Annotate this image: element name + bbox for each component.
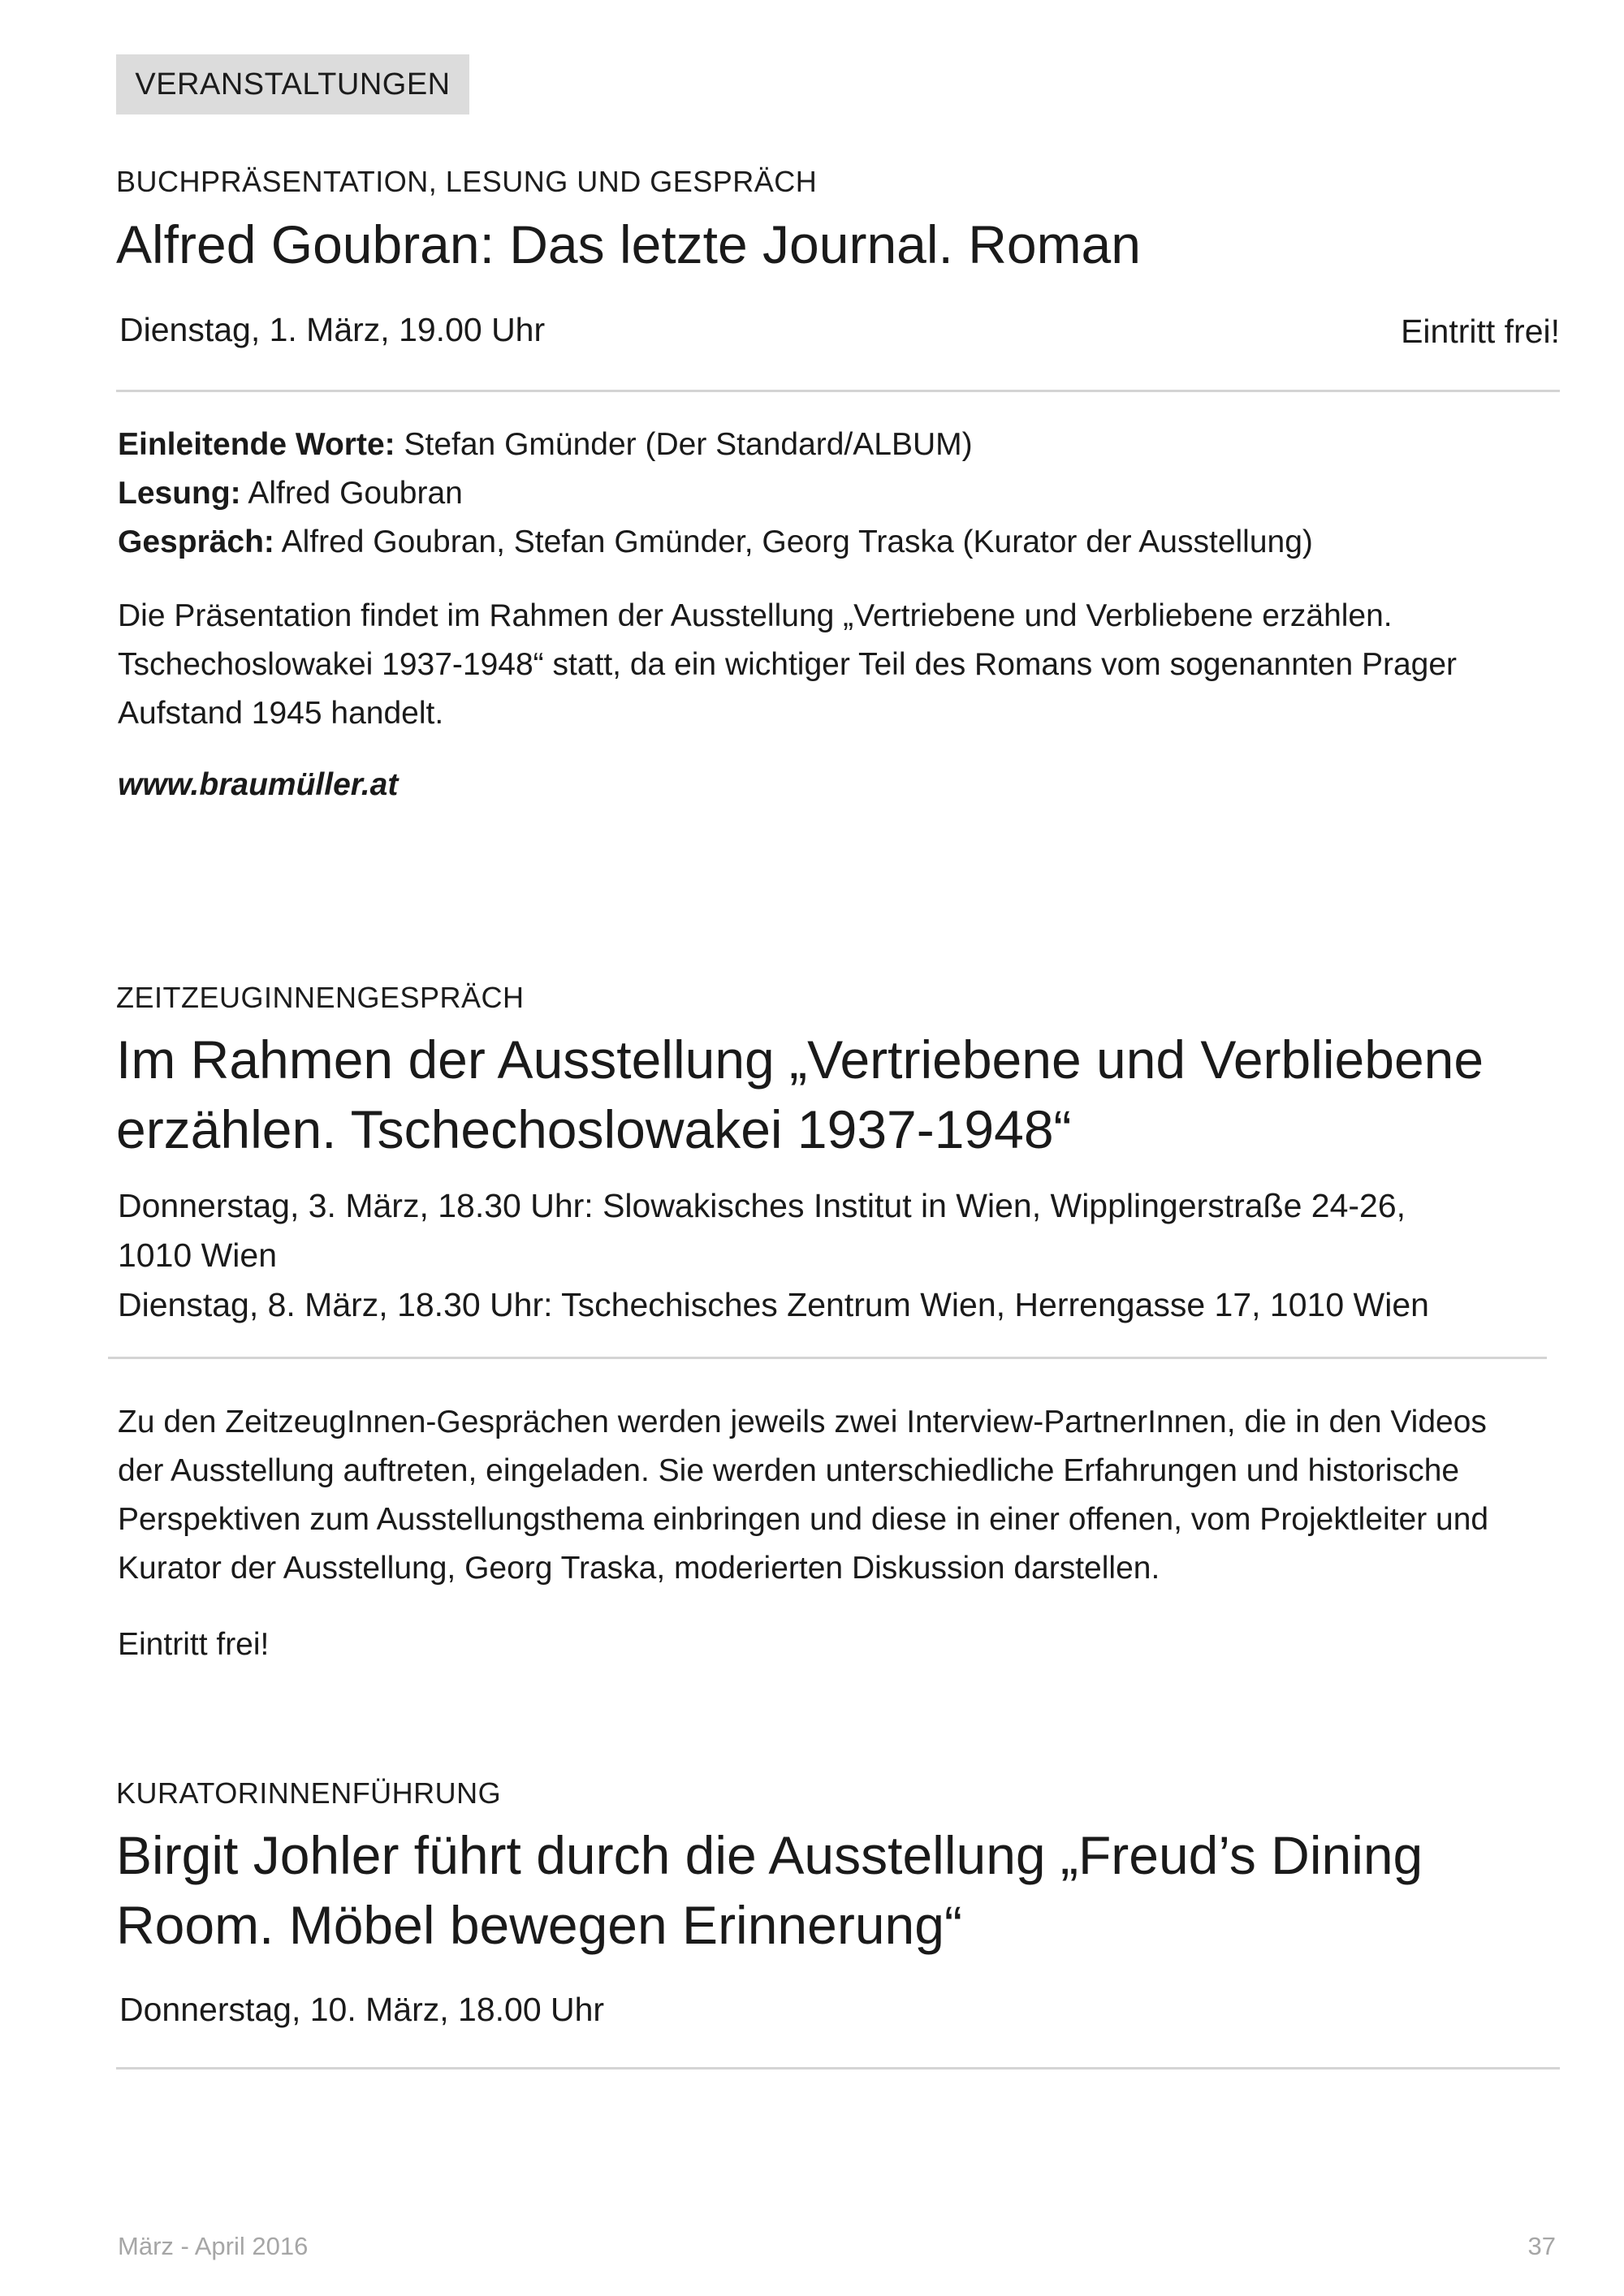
publisher-link[interactable]: www.braumüller.at — [118, 767, 399, 802]
intro-line — [118, 421, 1563, 469]
event2-date-line: 1010 Wien — [118, 1236, 278, 1274]
section-tag: VERANSTALTUNGEN — [116, 54, 469, 114]
event3-kicker: KURATORINNENFÜHRUNG — [116, 1776, 502, 1810]
event2-description-line: Zu den ZeitzeugInnen-Gesprächen werden jeweils zwei Interview-PartnerInnen, die in den Videos — [118, 1405, 1487, 1439]
event2-title-line: erzählen. Tschechoslowakei 1937-1948“ — [116, 1099, 1072, 1159]
event1-date: Dienstag, 1. März, 19.00 Uhr — [119, 311, 546, 348]
talk-label: Gespräch: — [118, 524, 274, 559]
event1-description-line: Die Präsentation findet im Rahmen der Ausstellung „Vertriebene und Verbliebene erzählen. — [118, 598, 1393, 633]
talk-line — [118, 518, 1563, 567]
event2-dates — [118, 1181, 1579, 1330]
event1-description — [118, 592, 1563, 738]
event1-divider — [116, 390, 1560, 392]
event2-description-line: Kurator der Ausstellung, Georg Traska, moderierten Diskussion darstellen. — [118, 1551, 1160, 1586]
event2-description-line: der Ausstellung auftreten, eingeladen. Sie werden unterschiedliche Erfahrungen und historische — [118, 1453, 1460, 1488]
event2-title-line: Im Rahmen der Ausstellung „Vertriebene und Verbliebene — [116, 1029, 1484, 1090]
event1-admission: Eintritt frei! — [1401, 313, 1560, 350]
intro-label: Einleitende Worte: — [118, 427, 395, 462]
event1-description-line: Tschechoslowakei 1937-1948“ statt, da ein wichtiger Teil des Romans vom sogenannten Prager — [118, 647, 1458, 682]
event2-date-line: Donnerstag, 3. März, 18.30 Uhr: Slowakisches Institut in Wien, Wipplingerstraße 24-26, — [118, 1187, 1406, 1224]
reading-label: Lesung: — [118, 476, 241, 511]
event3-divider — [116, 2067, 1560, 2069]
event2-divider — [108, 1357, 1547, 1359]
event1-credits — [118, 421, 1563, 567]
event2-title — [116, 1025, 1578, 1164]
page-number: 37 — [1527, 2232, 1556, 2260]
reading-value: Alfred Goubran — [240, 476, 463, 511]
talk-value: Alfred Goubran, Stefan Gmünder, Georg Traska (Kurator der Ausstellung) — [274, 524, 1313, 559]
event1-description-line: Aufstand 1945 handelt. — [118, 696, 444, 731]
footer-issue: März - April 2016 — [118, 2232, 309, 2260]
event2-date-line: Dienstag, 8. März, 18.30 Uhr: Tschechisches Zentrum Wien, Herrengasse 17, 1010 Wien — [118, 1286, 1429, 1323]
event2-kicker: ZEITZEUGINNENGESPRÄCH — [116, 981, 525, 1014]
event3-date: Donnerstag, 10. März, 18.00 Uhr — [119, 1991, 605, 2028]
event3-title-line: Birgit Johler führt durch die Ausstellung „Freud’s Dining — [116, 1825, 1423, 1885]
intro-value: Stefan Gmünder (Der Standard/ALBUM) — [395, 427, 973, 462]
reading-line — [118, 469, 1563, 518]
event3-title-line: Room. Möbel bewegen Erinnerung“ — [116, 1895, 962, 1955]
event1-kicker: BUCHPRÄSENTATION, LESUNG UND GESPRÄCH — [116, 165, 818, 198]
event1-title: Alfred Goubran: Das letzte Journal. Roman — [116, 214, 1141, 274]
event3-title — [116, 1820, 1578, 1960]
event2-description — [118, 1398, 1560, 1593]
event2-admission: Eintritt frei! — [118, 1627, 270, 1662]
event2-description-line: Perspektiven zum Ausstellungsthema einbringen und diese in einer offenen, vom Projektleiter und — [118, 1502, 1489, 1537]
